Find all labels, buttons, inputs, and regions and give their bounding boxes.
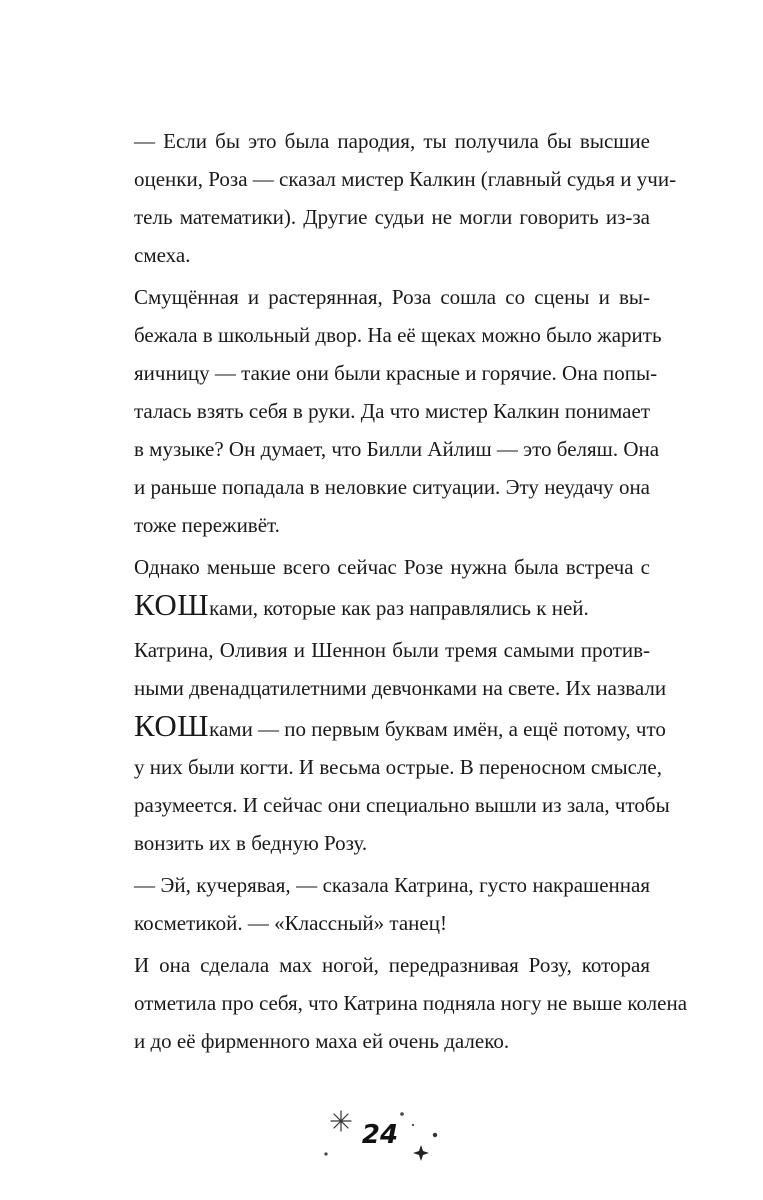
kosh-acronym: КОШ — [134, 708, 210, 743]
text-line: косметикой. — «Классный» танец! — [134, 911, 447, 935]
paragraph-6 — [108, 946, 688, 1060]
text-line: оценки, Роза — сказал мистер Калкин (главный судья и учи- — [134, 167, 677, 191]
dot-star-icon — [410, 1122, 416, 1128]
text-line — [108, 707, 666, 748]
text-line: тоже переживёт. — [134, 513, 280, 537]
text-line: в музыке? Он думает, что Билли Айлиш — это беляш. Она — [134, 437, 660, 461]
kosh-acronym: КОШ — [134, 587, 210, 622]
dot-star-icon — [398, 1110, 406, 1118]
body-text — [108, 122, 688, 1064]
dot-star-icon — [322, 1150, 330, 1158]
text-line: — Если бы это была пародия, ты получила бы высшие — [134, 129, 650, 153]
text-line-rest: ками — по первым буквам имён, а ещё потому, что — [209, 717, 666, 741]
text-line: у них были когти. И весьма острые. В переносном смысле, — [134, 755, 662, 779]
page-footer — [300, 1098, 460, 1178]
text-line: бежала в школьный двор. На её щеках можно было жарить — [134, 323, 662, 347]
sparkle-icon — [330, 1110, 352, 1132]
text-line: И она сделала мах ногой, передразнивая Розу, которая — [134, 953, 650, 977]
text-line: — Эй, кучерявая, — сказала Катрина, густо накрашенная — [134, 873, 650, 897]
paragraph-5 — [108, 866, 650, 942]
text-line: Катрина, Оливия и Шеннон были тремя самыми против- — [134, 638, 650, 662]
text-line: Смущённая и растерянная, Роза сошла со сцены и вы- — [134, 285, 650, 309]
star-icon — [412, 1144, 430, 1162]
text-line: и до её фирменного маха ей очень далеко. — [134, 1029, 510, 1053]
text-line: отметила про себя, что Катрина подняла ногу не выше колена — [134, 991, 688, 1015]
text-line: Однако меньше всего сейчас Розе нужна была встреча с — [134, 555, 650, 579]
text-line: разумеется. И сейчас они специально вышли из зала, чтобы — [134, 793, 670, 817]
text-line: талась взять себя в руки. Да что мистер Калкин понимает — [134, 399, 650, 423]
text-line: вонзить их в бедную Розу. — [134, 831, 368, 855]
paragraph-3 — [108, 548, 650, 627]
text-line: яичницу — такие они были красные и горячие. Она попы- — [134, 361, 658, 385]
dot-star-icon — [430, 1130, 440, 1140]
text-line — [108, 586, 650, 627]
text-line-rest: ками, которые как раз направлялись к ней. — [209, 596, 589, 620]
text-line: тель математики). Другие судьи не могли говорить из-за — [134, 205, 650, 229]
text-line: ными двенадцатилетними девчонками на свете. Их назвали — [134, 676, 667, 700]
text-line: и раньше попадала в неловкие ситуации. Эту неудачу она — [134, 475, 650, 499]
page-number: 24 — [361, 1120, 399, 1150]
paragraph-4 — [108, 631, 670, 862]
text-line: смеха. — [134, 243, 191, 267]
paragraph-2 — [108, 278, 662, 544]
paragraph-1 — [108, 122, 677, 274]
